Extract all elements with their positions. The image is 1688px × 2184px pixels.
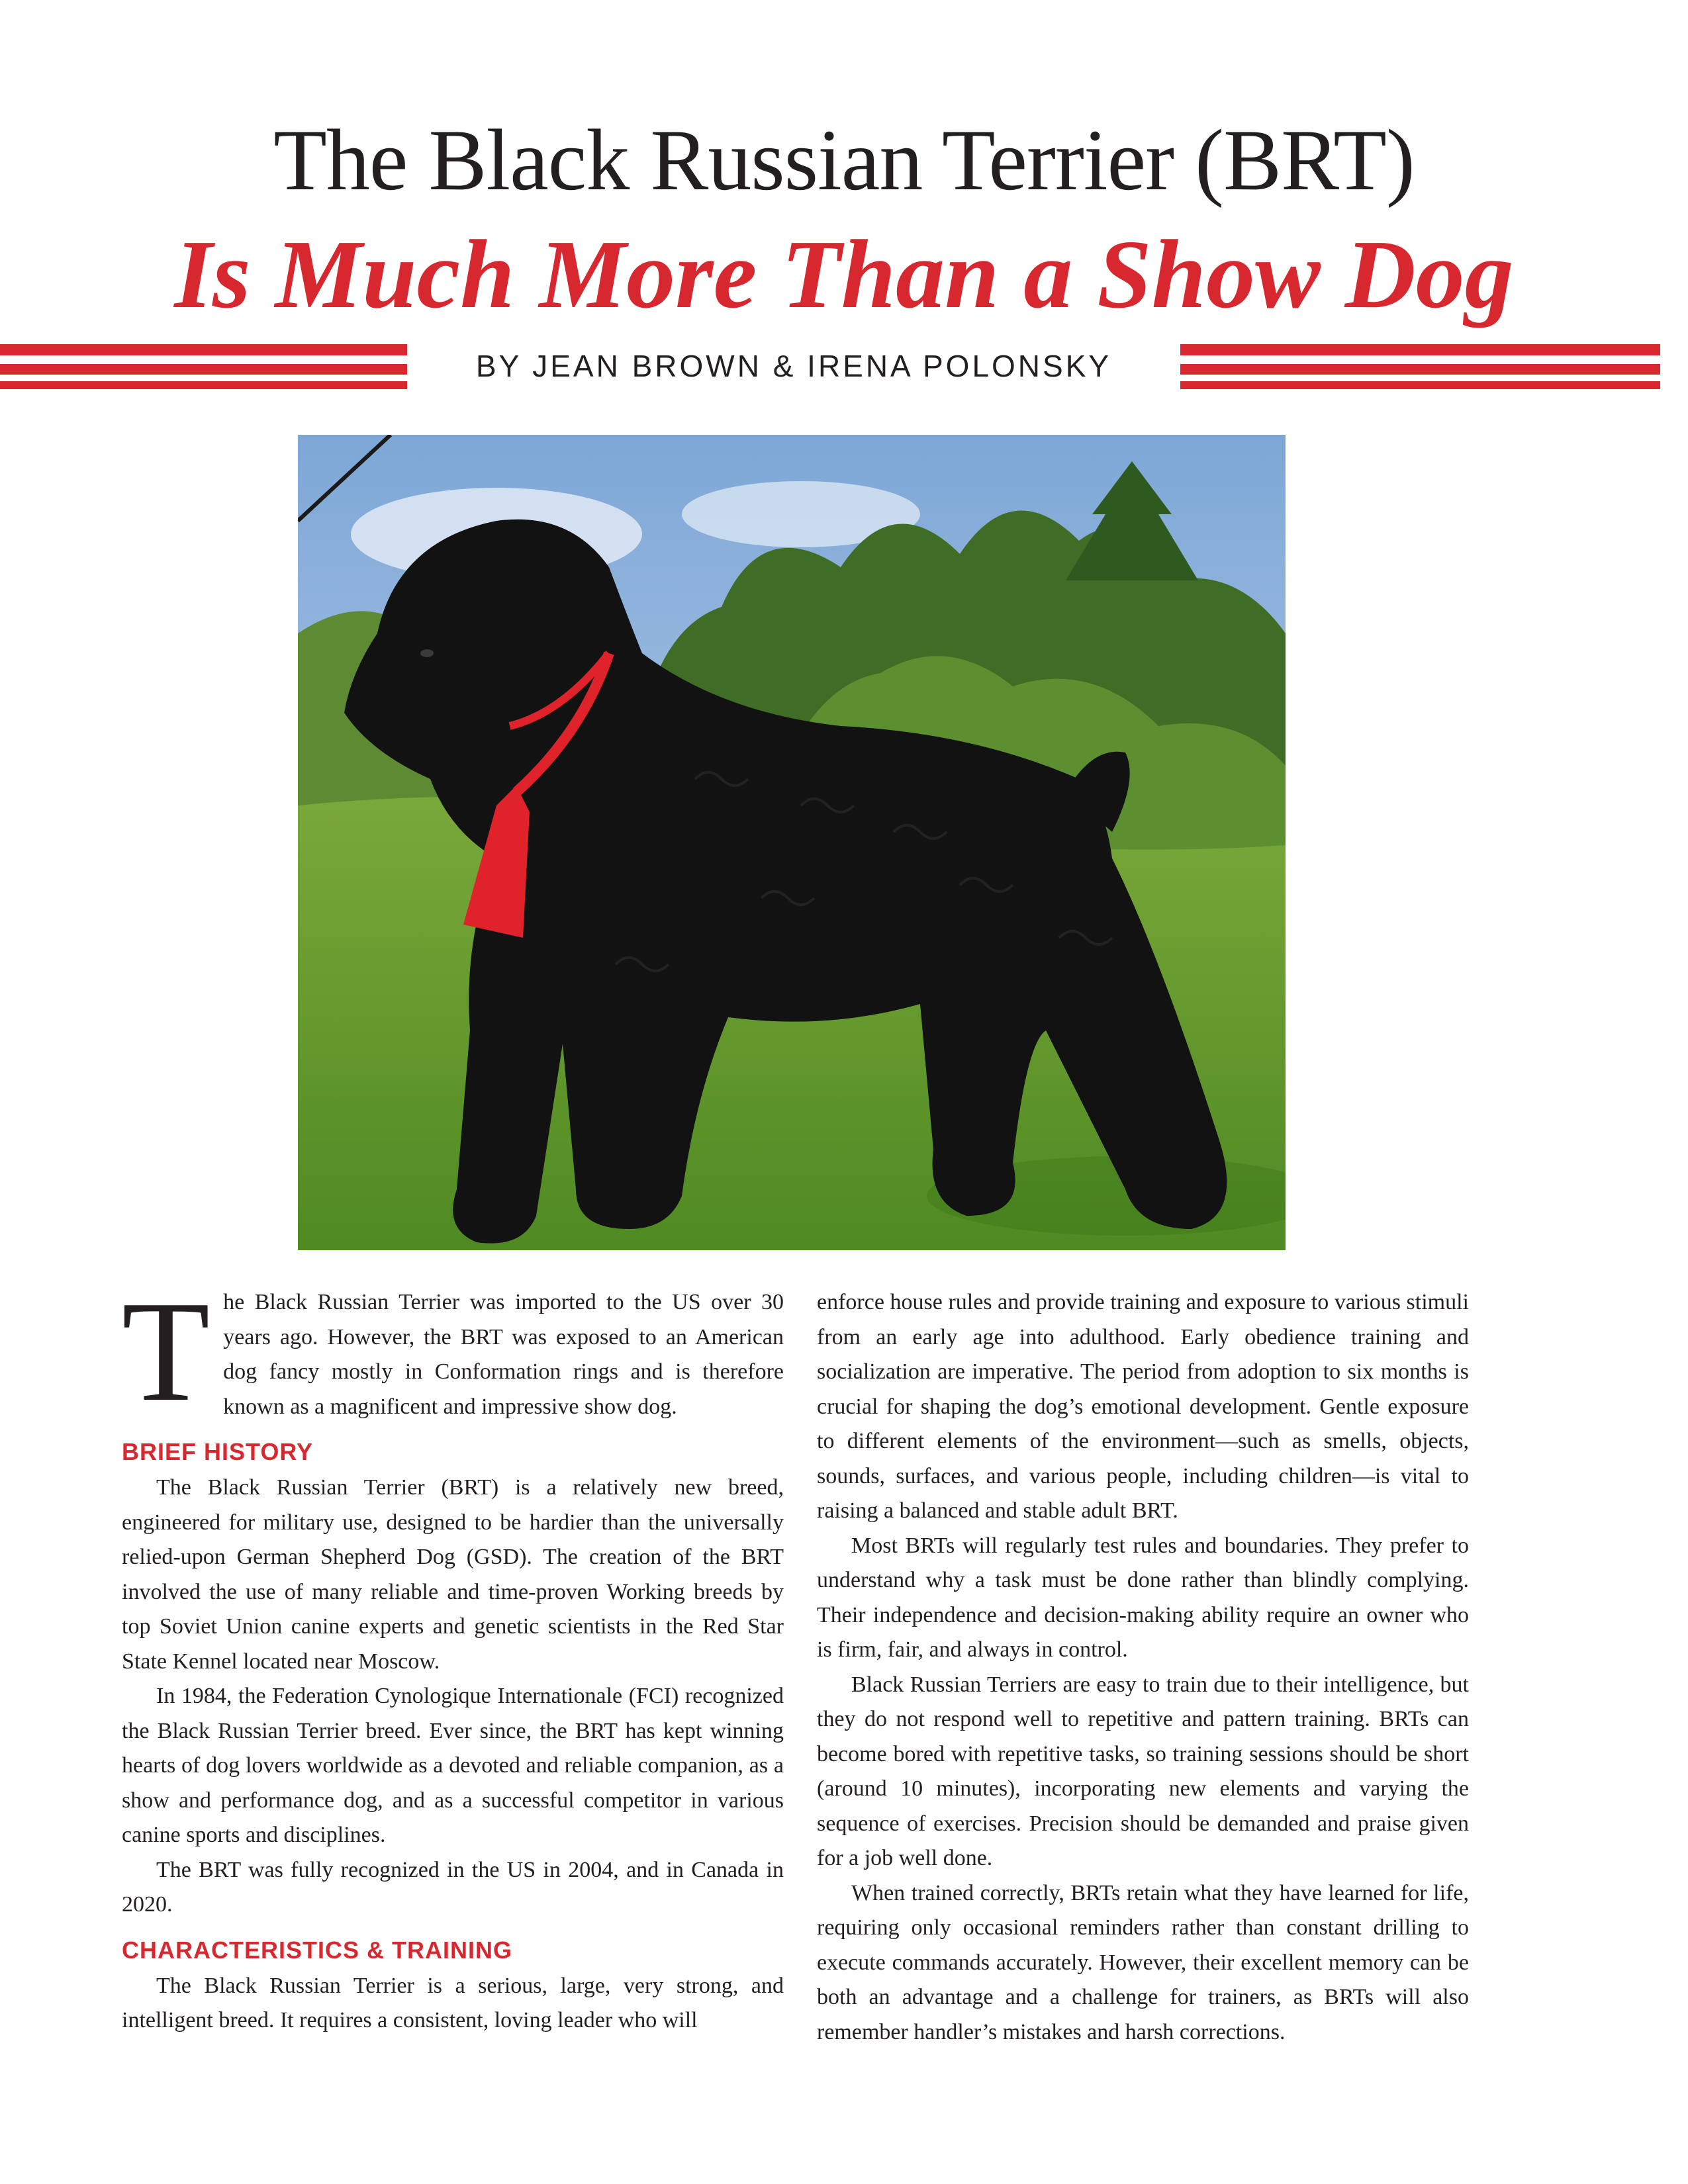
title-line-2: Is Much More Than a Show Dog [174, 220, 1514, 329]
article-right-column [817, 1285, 1469, 2050]
section-heading-characteristics-training: CHARACTERISTICS & TRAINING [122, 1936, 512, 1964]
title-line-1: The Black Russian Terrier (BRT) [273, 111, 1415, 208]
paragraph: Black Russian Terriers are easy to train due to their intelligence, but they do not respond well to repetitive and pattern training. BRTs can become bored with repetitive tasks, so training sessions should be short (around 10 minutes), incorporating new elements and varying the sequence of exercises. Precision should be demanded and praise given for a job well done. [817, 1672, 1469, 1870]
drop-cap: T [122, 1272, 211, 1432]
black-russian-terrier-photo [298, 435, 1286, 1250]
paragraph: Most BRTs will regularly test rules and boundaries. They prefer to understand why a task must be done rather than blindly complying. Their independence and decision-making ability require an owner who is firm, fair, and always in control. [817, 1533, 1469, 1662]
paragraph: The Black Russian Terrier (BRT) is a relatively new breed, engineered for military use, designed to be hardier than the universally relied-upon German Shepherd Dog (GSD). The creation of the BRT involved the use of many reliable and time-proven Working breeds by top Soviet Union canine experts and genetic scientists in the Red Star State Kennel located near Moscow. [122, 1475, 784, 1674]
intro-paragraph: The Black Russian Terrier was imported to the US over 30 years ago. However, the BRT was exposed to an American dog fancy mostly in Conformation rings and is therefore known as a magnificent and impressive show dog. [122, 1272, 784, 1432]
paragraph: The Black Russian Terrier is a serious, large, very strong, and intelligent breed. It requires a consistent, loving leader who will [122, 1973, 784, 2032]
right-decorative-stripes [1180, 344, 1660, 389]
paragraph: In 1984, the Federation Cynologique Internationale (FCI) recognized the Black Russian Terrier breed. Ever since, the BRT has kept winning hearts of dog lovers worldwide as a devoted and reliable companion, as a show and performance dog, and as a successful competitor in various canine sports and disciplines. [122, 1684, 784, 1847]
paragraph: The BRT was fully recognized in the US in 2004, and in Canada in 2020. [122, 1857, 784, 1917]
section-heading-brief-history: BRIEF HISTORY [122, 1438, 314, 1465]
article-left-column [122, 1272, 784, 2038]
byline: BY JEAN BROWN & IRENA POLONSKY [475, 349, 1112, 383]
left-decorative-stripes [0, 344, 407, 389]
paragraph: enforce house rules and provide training and exposure to various stimuli from an early age into adulthood. Early obedience training and socialization are imperative. The period from adoption to six months is crucial for shaping the dog’s emotional development. Gentle exposure to different elements of the environment—such as smells, objects, sounds, surfaces, and various people, including children—is vital to raising a balanced and stable adult BRT. [817, 1290, 1469, 1523]
paragraph: When trained correctly, BRTs retain what they have learned for life, requiring only occasional reminders rather than constant drilling to execute commands accurately. However, their excellent memory can be both an advantage and a challenge for trainers, as BRTs will also remember handler’s mistakes and harsh corrections. [817, 1880, 1469, 2044]
